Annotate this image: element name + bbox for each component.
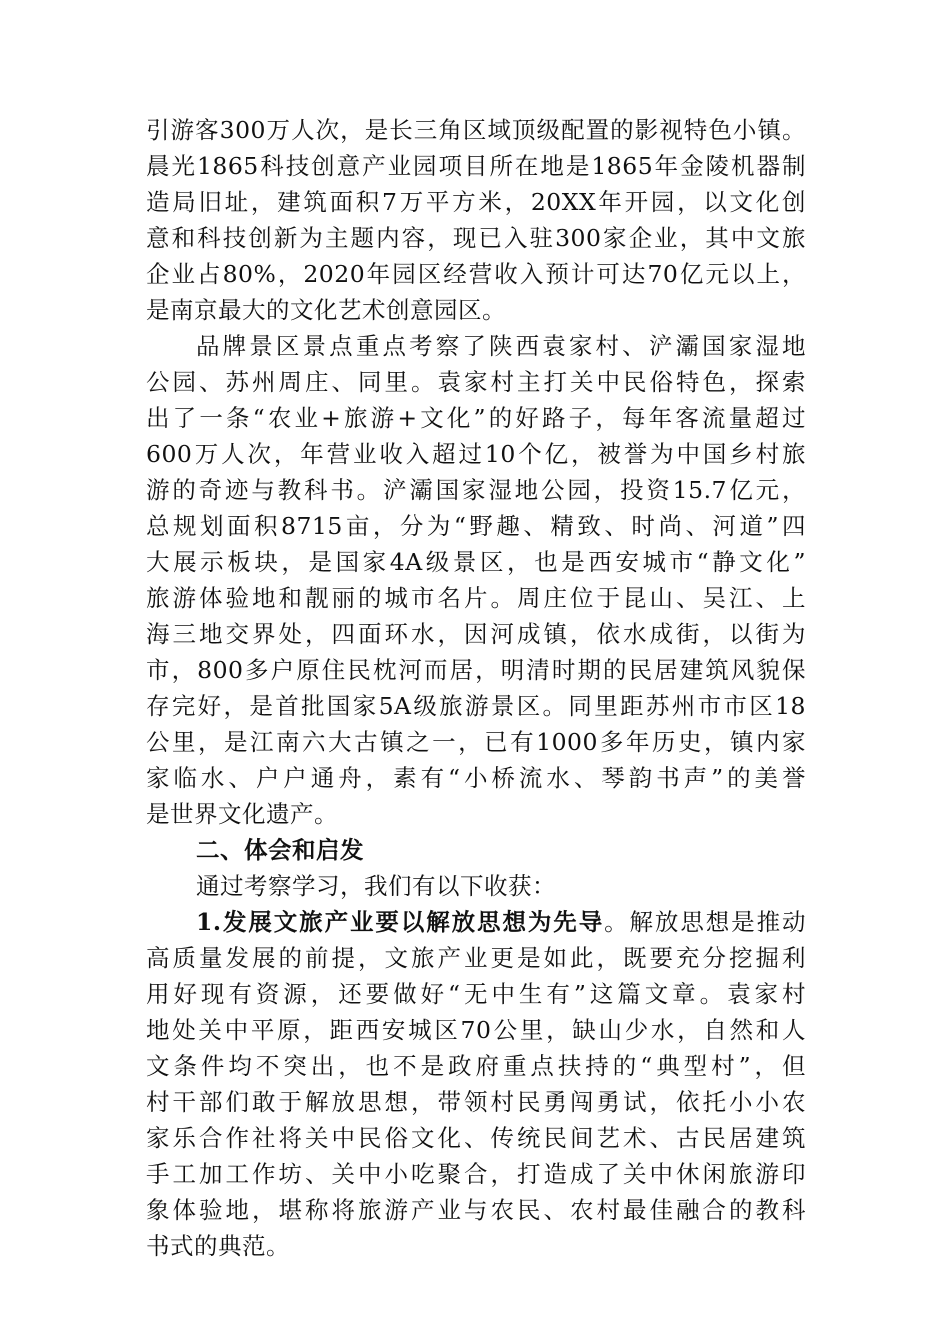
- text-span: 。解放思想是推动: [604, 908, 806, 936]
- text-line: 引游客300万人次，是长三角区域顶级配置的影视特色小镇。: [146, 116, 806, 144]
- text-line: 游的奇迹与教科书。浐灞国家湿地公园，投资15.7亿元，: [146, 476, 806, 504]
- text-line: 用好现有资源，还要做好“无中生有”这篇文章。袁家村: [146, 980, 806, 1008]
- text-line: 手工加工作坊、关中小吃聚合，打造成了关中休闲旅游印: [146, 1160, 806, 1188]
- text-line: 公园、苏州周庄、同里。袁家村主打关中民俗特色，探索: [146, 368, 806, 396]
- text-line: 地处关中平原，距西安城区70公里，缺山少水，自然和人: [146, 1016, 806, 1044]
- text-line: 高质量发展的前提，文旅产业更是如此，既要充分挖掘利: [146, 944, 806, 972]
- text-line: 象体验地，堪称将旅游产业与农民、农村最佳融合的教科: [146, 1196, 806, 1224]
- text-line: 出了一条“农业+旅游+文化”的好路子，每年客流量超过: [146, 404, 806, 432]
- text-line: 通过考察学习，我们有以下收获：: [196, 872, 556, 900]
- text-line: 大展示板块，是国家4A级景区，也是西安城市“静文化”: [146, 548, 806, 576]
- text-line: 意和科技创新为主题内容，现已入驻300家企业，其中文旅: [146, 224, 806, 252]
- text-line: 文条件均不突出，也不是政府重点扶持的“典型村”，但: [146, 1052, 806, 1080]
- text-line: 600万人次，年营业收入超过10个亿，被誉为中国乡村旅: [146, 440, 806, 468]
- section-heading: 二、体会和启发: [196, 836, 364, 864]
- text-line: 总规划面积8715亩，分为“野趣、精致、时尚、河道”四: [146, 512, 806, 540]
- text-line: 品牌景区景点重点考察了陕西袁家村、浐灞国家湿地: [196, 332, 806, 360]
- text-line: 企业占80%，2020年园区经营收入预计可达70亿元以上，: [146, 260, 806, 288]
- text-line: 公里，是江南六大古镇之一，已有1000多年历史，镇内家: [146, 728, 806, 756]
- text-line: 存完好，是首批国家5A级旅游景区。同里距苏州市市区18: [146, 692, 806, 720]
- text-line: 造局旧址，建筑面积7万平方米，20XX年开园，以文化创: [146, 188, 806, 216]
- text-line: 是南京最大的文化艺术创意园区。: [146, 296, 506, 324]
- document-body: [146, 112, 806, 1264]
- text-line: 晨光1865科技创意产业园项目所在地是1865年金陵机器制: [146, 152, 806, 180]
- text-line: 家乐合作社将关中民俗文化、传统民间艺术、古民居建筑: [146, 1124, 806, 1152]
- text-line: [146, 904, 806, 940]
- text-line: 村干部们敢于解放思想，带领村民勇闯勇试，依托小小农: [146, 1088, 806, 1116]
- text-line: 市，800多户原住民枕河而居，明清时期的民居建筑风貌保: [146, 656, 806, 684]
- text-line: 书式的典范。: [146, 1232, 290, 1260]
- text-line: 是世界文化遗产。: [146, 800, 338, 828]
- bold-lead-heading: 1.发展文旅产业要以解放思想为先导: [196, 908, 605, 936]
- text-line: 家临水、户户通舟，素有“小桥流水、琴韵书声”的美誉: [146, 764, 806, 792]
- text-line: 旅游体验地和靓丽的城市名片。周庄位于昆山、吴江、上: [146, 584, 806, 612]
- text-line: 海三地交界处，四面环水，因河成镇，依水成街，以街为: [146, 620, 806, 648]
